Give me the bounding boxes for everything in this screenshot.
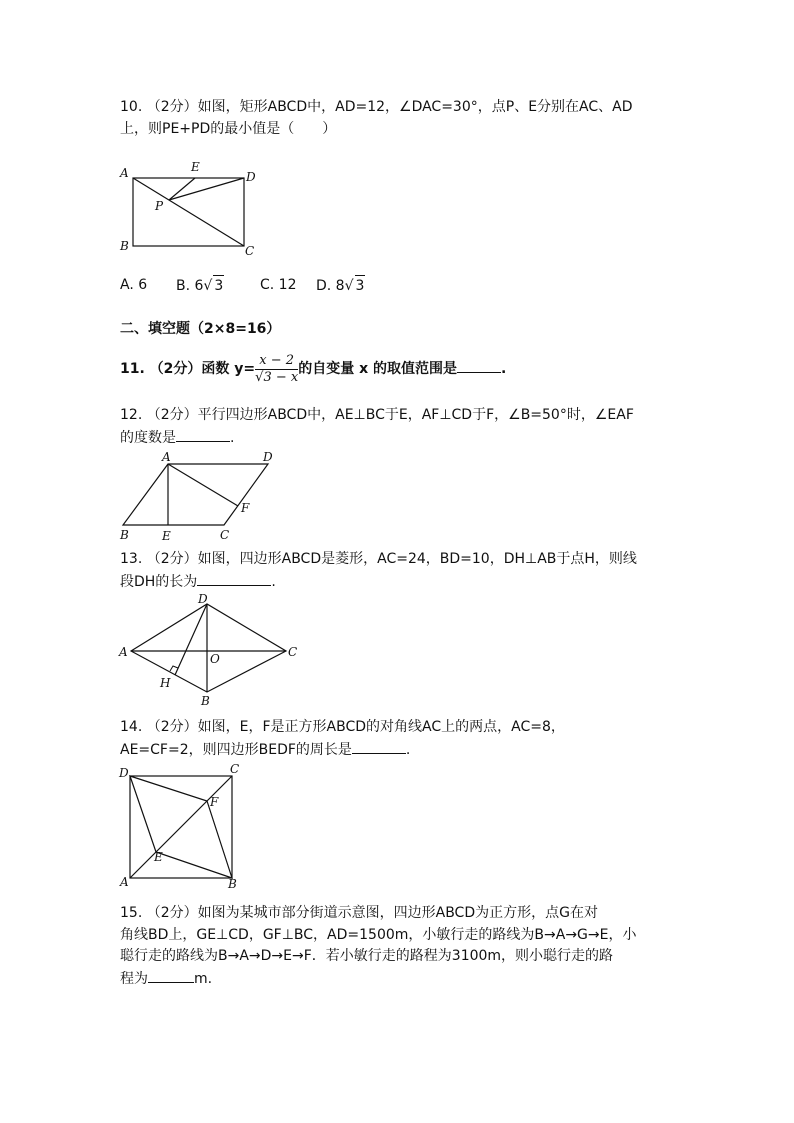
section2-title: 二、填空题（2×8=16） — [120, 321, 281, 337]
q10-label-a: A — [120, 166, 129, 180]
q13-end: . — [271, 574, 276, 590]
q14-label-a: A — [120, 875, 129, 889]
q11-end: . — [501, 361, 507, 377]
q11-denominator-radicand: 3 − x — [263, 369, 299, 385]
q10-choice-d-radicand: 3 — [355, 275, 366, 296]
q13-text-line2 — [120, 571, 276, 592]
q12-parallelogram-figure — [112, 448, 292, 544]
q12-label-b: B — [120, 528, 129, 542]
q12-label-a: A — [162, 450, 171, 464]
q12-label-f: F — [241, 501, 250, 515]
q13-answer-blank[interactable] — [197, 571, 271, 586]
q10-label-e: E — [191, 160, 200, 174]
q10-choice-b[interactable] — [176, 275, 260, 296]
q10-text-line2: 上，则PE+PD的最小值是（ ） — [120, 121, 337, 137]
q11-numerator: x − 2 — [255, 353, 298, 370]
q15-line4-end: m. — [194, 971, 213, 987]
q14-line2-text: AE=CF=2，则四边形BEDF的周长是 — [120, 742, 352, 758]
q12-label-e: E — [162, 529, 171, 543]
q13-label-o: O — [210, 652, 220, 666]
q10-choice-c[interactable]: C. 12 — [260, 277, 297, 293]
q10-choice-b-prefix: B. 6 — [176, 278, 204, 294]
q13-label-a: A — [119, 645, 128, 659]
q12-text-line1: 12. （2分）平行四边形ABCD中，AE⊥BC于E，AF⊥CD于F，∠B=50°时，∠EAF — [120, 407, 634, 423]
q12-end: . — [230, 430, 235, 446]
q14-label-e: E — [154, 850, 163, 864]
q14-end: . — [405, 742, 411, 758]
q14-label-d: D — [119, 766, 129, 780]
q10-label-d: D — [246, 170, 256, 184]
q15-text-line2: 角线BD上，GE⊥CD，GF⊥BC，AD=1500m，小敏行走的路线为B→A→G→E，小 — [120, 927, 637, 943]
q13-label-h: H — [160, 676, 171, 690]
q12-label-c: C — [220, 528, 230, 542]
q14-label-c: C — [230, 762, 240, 776]
q10-choices — [120, 275, 365, 296]
q15-text-line4 — [120, 968, 212, 989]
q13-label-d: D — [198, 592, 208, 606]
q11-denominator: √3 − x — [255, 369, 299, 385]
q10-choice-d-sqrt: √ 3 — [345, 275, 366, 296]
q14-square-figure — [112, 760, 248, 892]
q10-choice-b-sqrt: √ 3 — [203, 275, 224, 296]
q10-label-c: C — [245, 244, 255, 258]
q14-label-b: B — [228, 877, 237, 891]
q15-line4-prefix: 程为 — [120, 971, 148, 987]
q13-label-c: C — [288, 645, 298, 659]
q10-choice-b-radicand: 3 — [213, 275, 224, 296]
q10-label-b: B — [120, 239, 129, 253]
q12-answer-blank[interactable] — [176, 427, 230, 442]
q10-choice-d[interactable] — [316, 275, 365, 296]
q13-rhombus-figure — [114, 590, 304, 710]
q11-answer-blank[interactable] — [457, 358, 501, 373]
q14-answer-blank[interactable] — [352, 739, 406, 754]
q11-suffix: 的自变量 x 的取值范围是 — [298, 361, 457, 377]
q10-label-p: P — [155, 199, 164, 213]
q11-text — [120, 352, 506, 386]
q10-choice-a[interactable]: A. 6 — [120, 277, 148, 293]
q14-text-line1: 14. （2分）如图，E，F是正方形ABCD的对角线AC上的两点，AC=8， — [120, 719, 565, 735]
q13-line2-text: 段DH的长为 — [120, 574, 198, 590]
q15-answer-blank[interactable] — [148, 968, 194, 983]
q10-rectangle-figure — [112, 158, 272, 258]
q14-label-f: F — [210, 795, 219, 809]
q11-prefix: 11. （2分）函数 y= — [120, 361, 256, 377]
q11-fraction — [255, 353, 298, 386]
q12-text-line2 — [120, 427, 234, 448]
q12-label-d: D — [263, 450, 273, 464]
q10-text-line1: 10. （2分）如图，矩形ABCD中，AD=12，∠DAC=30°，点P、E分别在AC、AD — [120, 99, 633, 115]
q12-line2-text: 的度数是 — [120, 430, 176, 446]
q15-text-line3: 聪行走的路线为B→A→D→E→F．若小敏行走的路程为3100m，则小聪行走的路 — [120, 948, 614, 964]
q15-text-line1: 15. （2分）如图为某城市部分街道示意图，四边形ABCD为正方形，点G在对 — [120, 905, 598, 921]
q13-label-b: B — [201, 694, 210, 708]
q14-text-line2 — [120, 739, 410, 760]
q10-choice-d-prefix: D. 8 — [316, 278, 345, 294]
q13-text-line1: 13. （2分）如图，四边形ABCD是菱形，AC=24，BD=10，DH⊥AB于点H，则线 — [120, 551, 637, 567]
